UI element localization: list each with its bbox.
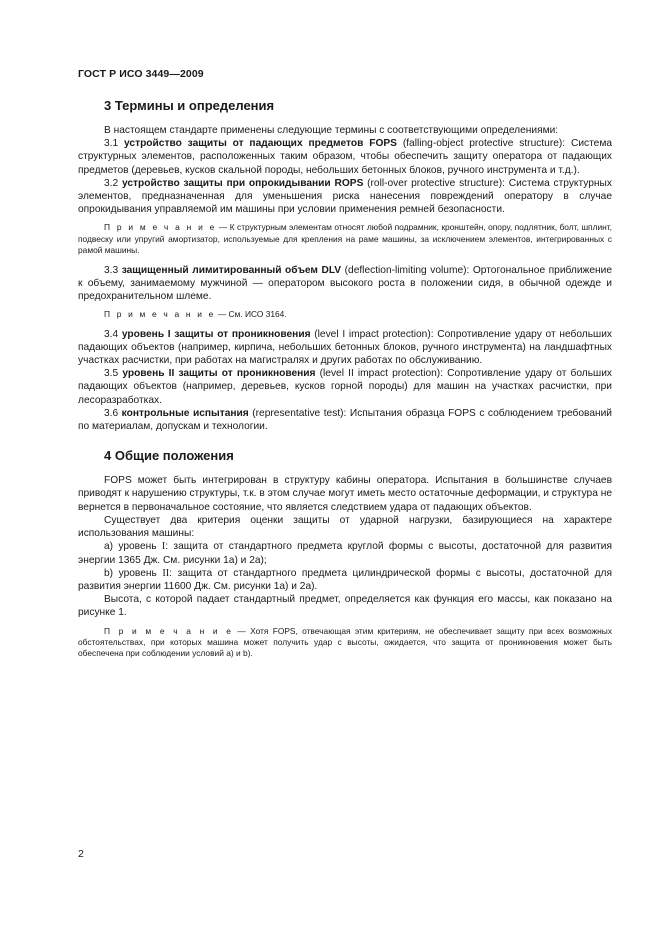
section-3-title: 3 Термины и определения	[104, 98, 275, 113]
term-3-5: 3.5 уровень II защиты от проникновения (level II impact protection): Сопротивление удару от больших падающих объектов (например, деревьев, кусков горной породы) для машин на участках расчистки, при лесоразработках.	[78, 368, 612, 406]
term-3-1: 3.1 устройство защиты от падающих предметов FOPS (falling-object protective structure): Система структурных элементов, расположенных таким образом, чтобы обеспечить защиту оператора от падающих предметов (деревьев, кусков скальной породы, небольших бетонных блоков, ручного инструмента и т.д.).	[78, 138, 612, 176]
term-3-1-name: устройство защиты от падающих предметов FOPS	[124, 138, 397, 150]
term-3-4: 3.4 уровень I защиты от проникновения (level I impact protection): Сопротивление удару от небольших падающих объектов (например, кирпича, небольших бетонных блоков, ручного инструмента) на ландшафтных участках расчистки, при работах на магистралях и других работах по обслуживанию.	[78, 328, 613, 367]
section-4-para-2: Существует два критерия оценки защиты от ударной нагрузки, базирующиеся на характере использования машины:	[78, 514, 612, 540]
criterion-a: a) уровень I: защита от стандартного предмета круглой формы с высоты, достаточной для развития энергии 1365 Дж. См. рисунки 1а) и 2а);	[78, 541, 612, 566]
section-4-para-1: FOPS может быть интегрирован в структуру кабины оператора. Испытания в большинстве случаев приводят к нарушению структуры, т.к. в этом случае могут иметь место остаточные деформации, и структура не вернется в первоначальное состояние, что является следствием удара от падающих объектов.	[78, 475, 612, 513]
section-4-title: 4 Общие положения	[104, 448, 234, 464]
term-3-2-name: устройство защиты при опрокидывании ROPS	[121, 177, 364, 189]
criterion-b: b) уровень II: защита от стандартного предмета цилиндрической формы с высоты, достаточной для развития энергии 11600 Дж. См. рисунки 1а) и 2а).	[78, 567, 612, 592]
term-3-6: 3.6 контрольные испытания (representative test): Испытания образца FOPS с соблюдением требований по материалам, допускам и технологии.	[78, 407, 613, 433]
note-structural-elements: П р и м е ч а н и е — К структурным элементам относят любой подрамник, кронштейн, опору, подлятник, болт, шплинт, подвеску или упругий амортизатор, используемые для крепления на раме машины, за исключением элементов, интегрированных с рамой машины.	[78, 222, 613, 256]
term-3-3-name: защищенный лимитированный объем DLV	[121, 264, 342, 276]
term-3-2: 3.2 устройство защиты при опрокидывании ROPS (roll-over protective structure): Система структурных элементов, предназначенная для уменьшения риска нанесения повреждений оператору в случае опрокидывания управляемой им машины при условии применения ремней безопасности.	[78, 177, 612, 216]
term-3-4-name: уровень I защиты от проникновения	[121, 328, 311, 340]
page-number: 2	[78, 848, 84, 860]
section-3-intro: В настоящем стандарте применены следующие термины с соответствующими определениями:	[104, 125, 559, 136]
note-fops-criteria: П р и м е ч а н и е — Хотя FOPS, отвечающая этим критериям, не обеспечивает защиту при всех возможных обстоятельствах, при которых машина может получить удар с высоты, ожидается, что защита от проникновения может быть обеспечена при соблюдении условий а) и b).	[78, 625, 613, 659]
note-iso-3164: П р и м е ч а н и е — См. ИСО 3164.	[104, 309, 287, 320]
term-3-6-name: контрольные испытания	[121, 407, 249, 419]
section-4-para-3: Высота, с которой падает стандартный предмет, определяется как функция его массы, как показано на рисунке 1.	[78, 594, 612, 619]
term-3-5-name: уровень II защиты от проникновения	[122, 368, 316, 380]
page-body	[78, 98, 612, 667]
term-3-3: 3.3 защищенный лимитированный объем DLV (deflection-limiting volume): Ортогональное приближение к объему, занимаемому мужчиной — оператором высокого роста в положении сидя, в обычной одежде и предохранительном шлеме.	[78, 264, 612, 303]
running-header: ГОСТ Р ИСО 3449—2009	[78, 68, 204, 80]
